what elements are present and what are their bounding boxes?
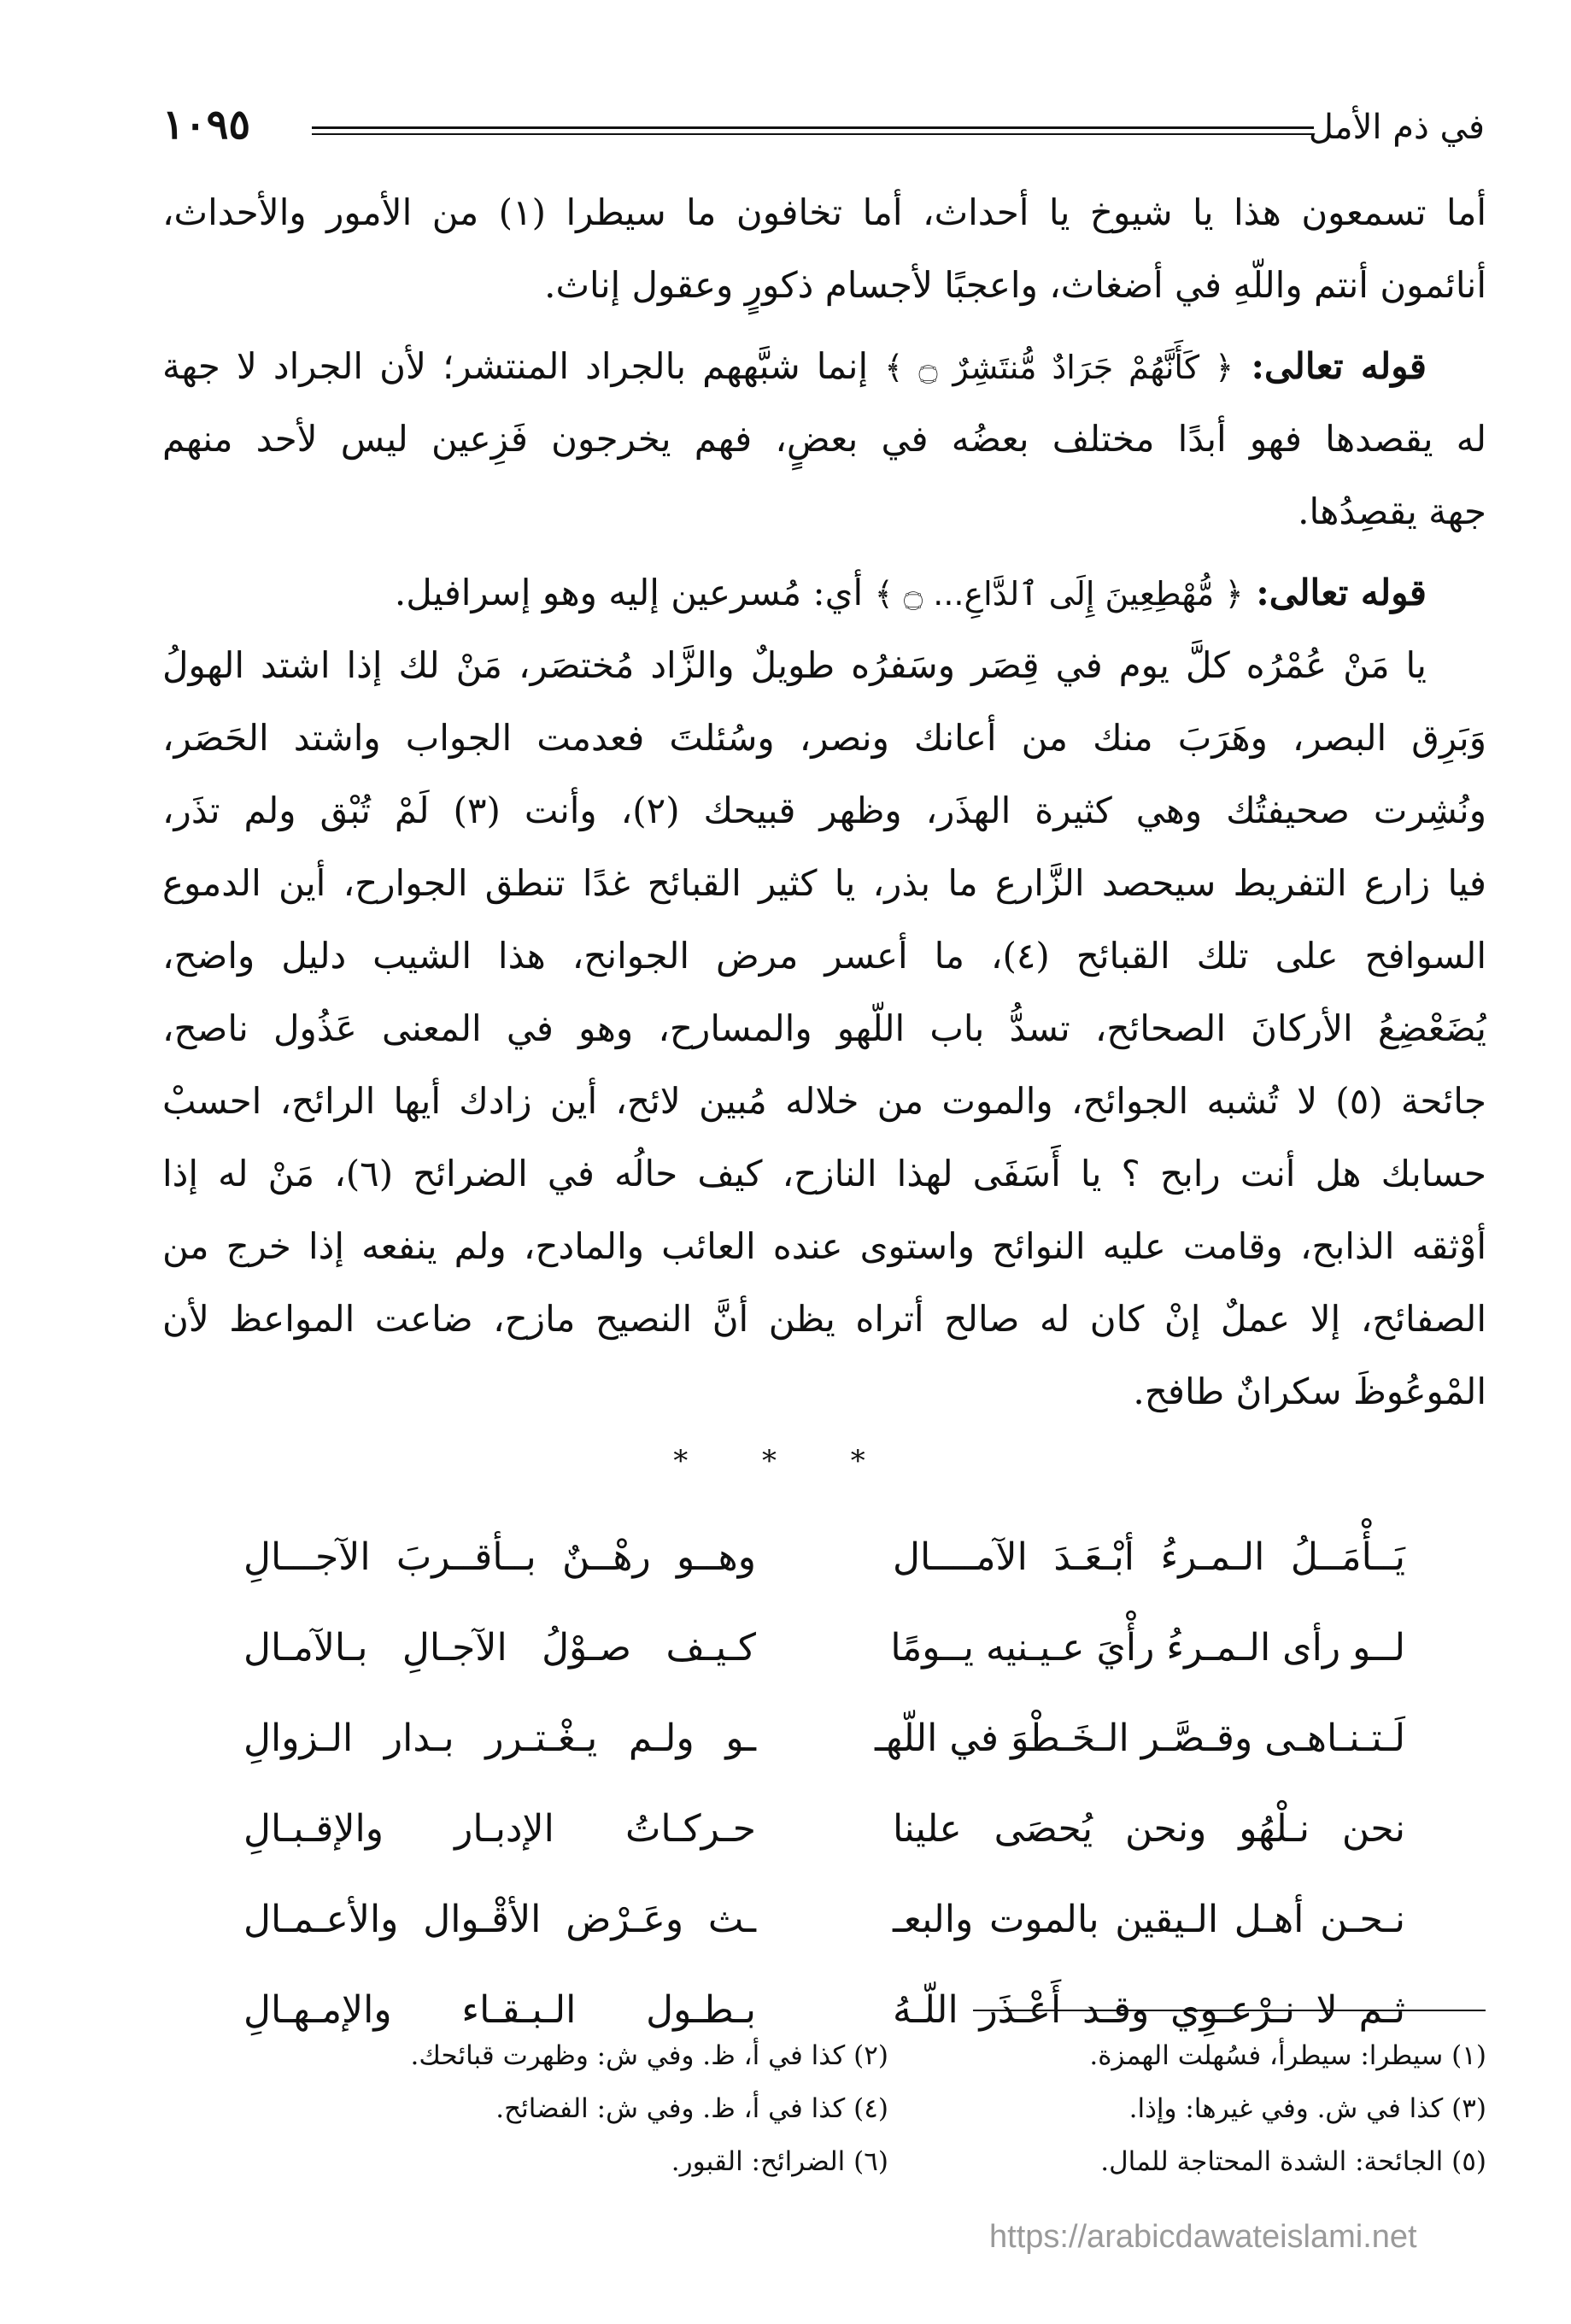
running-header	[162, 101, 1485, 161]
text-run: حسابك هل أنت رابح ؟ يا أَسَفَى لهذا النازح، كيف حالُه في الضرائح (٦)، مَنْ له إذا	[162, 1153, 1486, 1194]
text-run: أما تسمعون هذا يا شيوخ يا أحداث، أما تخافون ما سيطرا (١) من الأمور والأحداث،	[162, 191, 1486, 233]
verse-second-hemistich: ـو ولـم يـغْـتـرر بـدار الـزوالِ	[243, 1717, 756, 1760]
text-run: الصفائح، إلا عملٌ إنْ كان له صالح أتراه يظن أنَّ النصيح مازح، ضاعت المواعظ لأن	[162, 1298, 1486, 1340]
verse-second-hemistich: كـيـف صـوْلُ الآجـالِ بـالآمـال	[243, 1626, 756, 1670]
text-line	[162, 176, 1486, 249]
text-line	[162, 249, 1486, 321]
footnote-row	[162, 2082, 1486, 2135]
poem	[243, 1512, 1405, 2056]
poem-verse	[243, 1512, 1405, 1603]
text-run: المْوعُوظَ سكرانٌ طافح.	[1133, 1370, 1486, 1412]
verse-first-hemistich: يَــأْمَــلُ الـمـرءُ أبْـعَـدَ الآمــــال	[893, 1535, 1405, 1579]
watermark-url: https://arabicdawateislami.net	[989, 2219, 1417, 2255]
text-line	[162, 330, 1486, 402]
text-run: جائحة (٥) لا تُشبه الجوائح، والموت من خلاله مُبين لائح، أين زادك أيها الرائح، احسبْ	[162, 1080, 1486, 1122]
text-run: جهة يقصِدُها.	[1298, 490, 1486, 532]
text-run: له يقصدها فهو أبدًا مختلف بعضُه في بعضٍ، فهم يخرجون فَزِعين ليس لأحد منهم	[162, 418, 1486, 460]
footnote-row	[162, 2135, 1486, 2188]
verse-second-hemistich: ـث وعَـرْض الأقْـوال والأعـمـال	[243, 1898, 756, 1941]
footnote-row	[162, 2029, 1486, 2082]
verse-first-hemistich: نـحـن أهـل الـيقين بالموت والبعـ	[893, 1898, 1405, 1941]
chapter-title: في ذم الأمل	[1308, 108, 1485, 147]
footnote: (٤) كذا في أ، ظ. وفي ش: الفضائح.	[495, 2093, 888, 2124]
footnote: (٢) كذا في أ، ظ. وفي ش: وظهرت قبائحك.	[410, 2040, 888, 2071]
text-line	[162, 847, 1486, 919]
poem-verse	[243, 1603, 1405, 1693]
page-number: ١٠٩٥	[162, 101, 251, 149]
text-line	[162, 1355, 1486, 1428]
text-run: أنائمون أنتم واللّهِ في أضغاث، واعجبًا لأجسام ذكورٍ وعقول إناث.	[544, 264, 1486, 306]
text-run: يا مَنْ عُمْرُه كلَّ يوم في قِصَر وسَفرُه طويلٌ والزَّاد مُختصَر، مَنْ لك إذا اشتد الهولُ	[162, 644, 1427, 686]
footnote: (٣) كذا في ش. وفي غيرها: وإذا.	[1128, 2093, 1486, 2124]
lemma-label: قوله تعالى:	[1234, 345, 1427, 387]
footnotes	[162, 2029, 1486, 2188]
text-line	[162, 402, 1486, 475]
text-run: إنما شبَّههم بالجراد المنتشر؛ لأن الجراد لا جهة	[162, 345, 885, 387]
verse-first-hemistich: لــو رأى الـمـرءُ رأْيَ عـيـنيه يــومًا	[890, 1626, 1405, 1670]
poem-verse	[243, 1875, 1405, 1965]
main-text	[162, 176, 1486, 1428]
text-line	[162, 556, 1486, 629]
text-line	[162, 992, 1486, 1065]
text-line	[162, 701, 1486, 774]
text-run: أوْثقه الذابح، وقامت عليه النوائح واستوى عنده العائب والمادح، ولم ينفعه إذا خرج من	[162, 1225, 1486, 1267]
text-run: السوافح على تلك القبائح (٤)، ما أعسر مرض الجوانح، هذا الشيب دليل واضح،	[162, 935, 1486, 977]
text-run: يُضَعْضِعُ الأركانَ الصحائح، تسدُّ باب اللّهو والمسارح، وهو في المعنى عَذُول ناصح،	[162, 1007, 1486, 1049]
verse-first-hemistich: لَـتـنـاهـى وقـصَّـر الـخَـطْوَ في اللّهـ	[875, 1717, 1405, 1760]
footnote-rule	[973, 2010, 1486, 2011]
quran-verse: ﴿ كَأَنَّهُمْ جَرَادٌ مُّنتَشِرٌ ۝ ﴾	[884, 349, 1234, 386]
verse-first-hemistich: ثـم لا نـرْعـوِي وقـد أَعْـذَر اللّـهُ	[893, 1988, 1405, 2032]
footnote: (٦) الضرائح: القبور.	[671, 2146, 888, 2177]
text-run: فيا زارع التفريط سيحصد الزَّارع ما بذر، يا كثير القبائح غدًا تنطق الجوارح، أين الدموع	[162, 862, 1486, 904]
text-line	[162, 629, 1486, 701]
verse-second-hemistich: بـطـول الـبـقـاء والإمـهـالِ	[243, 1988, 756, 2032]
footnote: (٥) الجائحة: الشدة المحتاجة للمال.	[1100, 2146, 1486, 2177]
verse-second-hemistich: حـركـاتُ الإدبـار والإقـبـالِ	[243, 1807, 756, 1851]
quran-verse: ﴿ مُّهْطِعِينَ إِلَى ٱلدَّاعِ... ۝ ﴾	[874, 575, 1244, 613]
text-line	[162, 1137, 1486, 1210]
text-run: ونُشِرت صحيفتُك وهي كثيرة الهذَر، وظهر قبيحك (٢)، وأنت (٣) لَمْ تُبْق ولم تذَر،	[162, 789, 1486, 831]
poem-verse	[243, 1693, 1405, 1784]
text-run: وَبَرِق البصر، وهَرَبَ منك من أعانك ونصر، وسُئلتَ فعدمت الجواب واشتد الحَصَر،	[162, 717, 1486, 759]
text-line	[162, 1065, 1486, 1137]
verse-second-hemistich: وهــو رهْــنٌ بــأقــربَ الآجـــالِ	[243, 1535, 756, 1579]
footnote: (١) سيطرا: سيطرأ، فسُهلت الهمزة.	[1089, 2040, 1486, 2071]
verse-first-hemistich: نحن نـلْهُو ونحن يُحصَى علينا	[893, 1807, 1405, 1851]
text-line	[162, 919, 1486, 992]
lemma-label: قوله تعالى:	[1243, 572, 1427, 613]
text-line	[162, 1210, 1486, 1282]
text-run: أي: مُسرعين إليه وهو إسرافيل.	[394, 572, 875, 613]
poem-verse	[243, 1784, 1405, 1875]
header-rule	[312, 126, 1314, 135]
text-line	[162, 475, 1486, 548]
text-line	[162, 1282, 1486, 1355]
text-line	[162, 774, 1486, 847]
section-separator: * * *	[673, 1444, 898, 1478]
